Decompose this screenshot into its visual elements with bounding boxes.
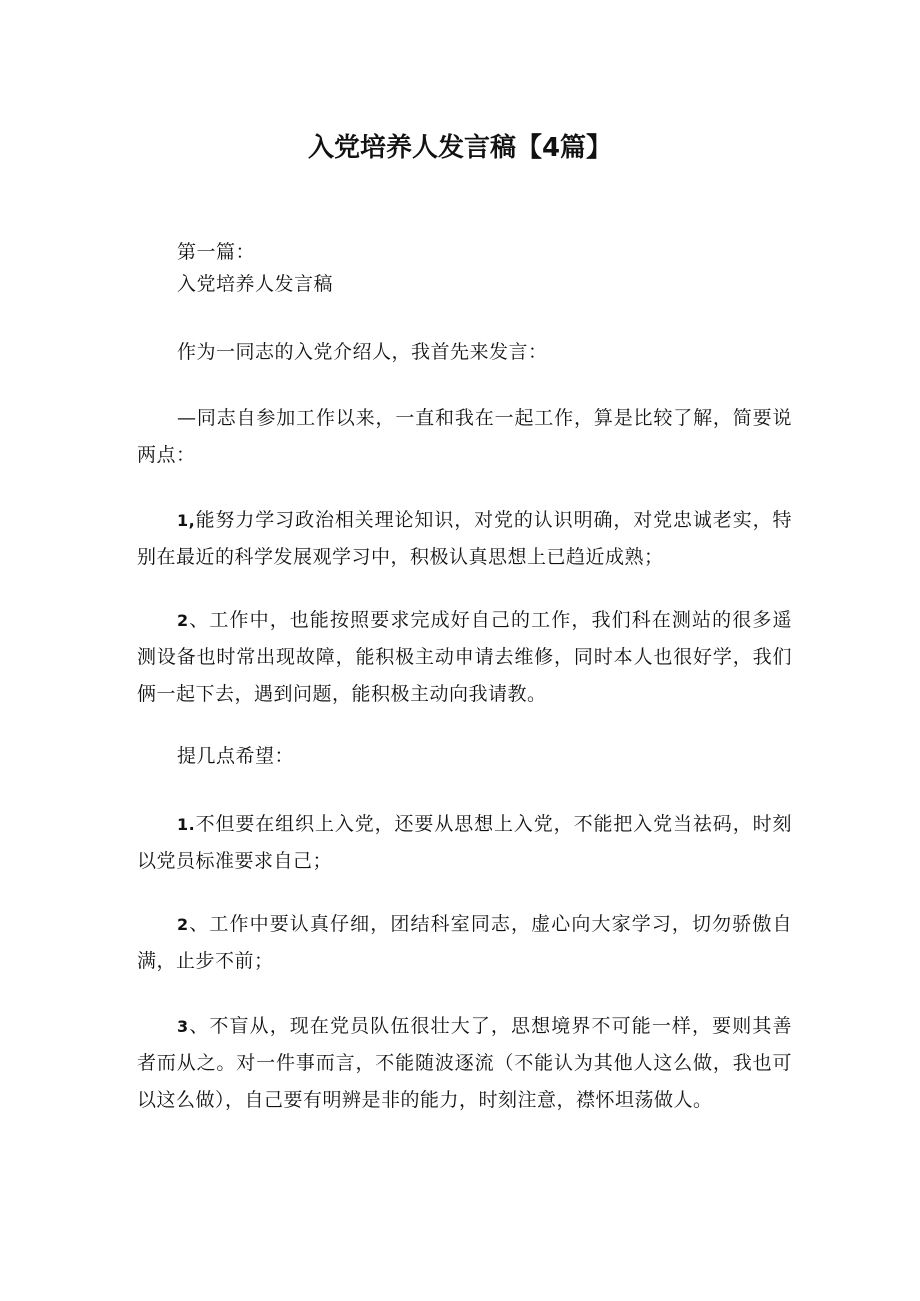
- hopes-label: 提几点希望：: [177, 745, 295, 767]
- section-title: 入党培养人发言稿: [177, 273, 334, 295]
- lead-paragraph: —同志自参加工作以来，一直和我在一起工作，算是比较了解，简要说两点：: [137, 407, 792, 466]
- hope-1-number: 1.: [177, 815, 196, 834]
- point-1-text: 能努力学习政治相关理论知识，对党的认识明确，对党忠诚老实，特别在最近的科学发展观学习中，积极认真思想上已趋近成熟；: [137, 509, 792, 568]
- point-2-text: 、工作中，也能按照要求完成好自己的工作，我们科在测站的很多遥测设备也时常出现故障，能积极主动申请去维修，同时本人也很好学，我们俩一起下去，遇到问题，能积极主动向我请教。: [137, 609, 792, 705]
- intro-paragraph: 作为一同志的入党介绍人，我首先来发言：: [177, 341, 548, 363]
- point-1-number: 1,: [177, 511, 196, 530]
- hope-1-text: 不但要在组织上入党，还要从思想上入党，不能把入党当祛码，时刻以党员标准要求自己；: [137, 813, 792, 872]
- hope-1-paragraph: [137, 806, 792, 880]
- hope-2-paragraph: [137, 906, 792, 980]
- hope-2-text: 、工作中要认真仔细，团结科室同志，虚心向大家学习，切勿骄傲自满，止步不前；: [137, 913, 792, 972]
- document-title: 入党培养人发言稿【4篇】: [307, 133, 613, 163]
- hope-3-number: 3: [177, 1017, 189, 1036]
- point-2-paragraph: [137, 602, 792, 713]
- section-label: 第一篇：: [177, 241, 256, 263]
- hope-3-text: 、不盲从，现在党员队伍很壮大了，思想境界不可能一样，要则其善者而从之。对一件事而言，不能随波逐流（不能认为其他人这么做，我也可以这么做），自己要有明辨是非的能力，时刻注意，襟怀坦荡做人。: [137, 1015, 792, 1111]
- point-2-number: 2: [177, 611, 189, 630]
- point-1-paragraph: [137, 502, 792, 576]
- hope-2-number: 2: [177, 915, 189, 934]
- hope-3-paragraph: [137, 1008, 792, 1119]
